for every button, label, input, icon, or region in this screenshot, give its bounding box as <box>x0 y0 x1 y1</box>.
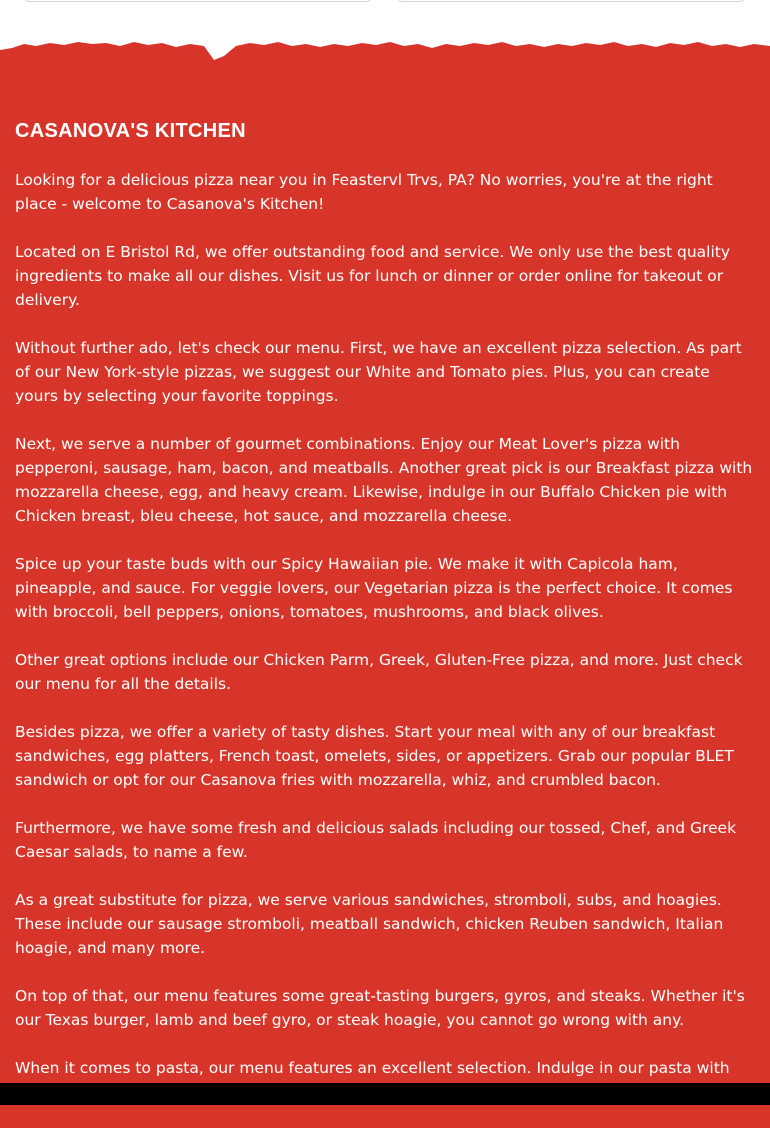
paragraph-other-options: Other great options include our Chicken Parm, Greek, Gluten-Free pizza, and more. Just check our menu for all the details. <box>15 651 743 693</box>
paragraph-pizza-selection: Without further ado, let's check our menu. First, we have an excellent pizza selection. As part of our New York-style pizzas, we suggest our White and Tomato pies. Plus, you can create yours by selecting your favorite toppings. <box>15 339 742 405</box>
about-section <box>15 118 757 1128</box>
section-title: CASANOVA'S KITCHEN <box>15 120 246 142</box>
paragraph-hawaiian-veggie: Spice up your taste buds with our Spicy Hawaiian pie. We make it with Capicola ham, pineapple, and sauce. For veggie lovers, our Vegetarian pizza is the perfect choice. It comes with broccoli, bell peppers, onions, tomatoes, mushrooms, and black olives. <box>15 555 733 621</box>
paragraph-intro: Looking for a delicious pizza near you in Feastervl Trvs, PA? No worries, you're at the right place - welcome to Casanova's Kitchen! <box>15 171 713 213</box>
torn-paper-edge <box>0 34 770 64</box>
paragraph-burgers: On top of that, our menu features some great-tasting burgers, gyros, and steaks. Whether it's our Texas burger, lamb and beef gyro, or steak hoagie, you cannot go wrong with any. <box>15 987 745 1029</box>
bottom-black-bar <box>0 1083 770 1105</box>
paragraph-breakfast: Besides pizza, we offer a variety of tasty dishes. Start your meal with any of our breakfast sandwiches, egg platters, French toast, omelets, sides, or appetizers. Grab our popular BLET sandwich or opt for our Casanova fries with mozzarella, whiz, and crumbled bacon. <box>15 723 734 789</box>
top-left-input-field[interactable] <box>25 0 371 2</box>
paragraph-salads: Furthermore, we have some fresh and delicious salads including our tossed, Chef, and Greek Caesar salads, to name a few. <box>15 819 737 861</box>
paragraph-sandwiches: As a great substitute for pizza, we serve various sandwiches, stromboli, subs, and hoagies. These include our sausage stromboli, meatball sandwich, chicken Reuben sandwich, Italian hoagie, and many more. <box>15 891 724 957</box>
paragraph-location: Located on E Bristol Rd, we offer outstanding food and service. We only use the best quality ingredients to make all our dishes. Visit us for lunch or dinner or order online for takeout or delivery. <box>15 243 731 309</box>
paragraph-gourmet: Next, we serve a number of gourmet combinations. Enjoy our Meat Lover's pizza with pepperoni, sausage, ham, bacon, and meatballs. Another great pick is our Breakfast pizza with mozzarella cheese, egg, and heavy cream. Likewise, indulge in our Buffalo Chicken pie with Chicken breast, bleu cheese, hot sauce, and mozzarella cheese. <box>15 435 753 525</box>
paragraph-pasta: When it comes to pasta, our menu features an excellent selection. Indulge in our pasta with <box>15 1059 730 1077</box>
top-right-input-field[interactable] <box>398 0 744 2</box>
